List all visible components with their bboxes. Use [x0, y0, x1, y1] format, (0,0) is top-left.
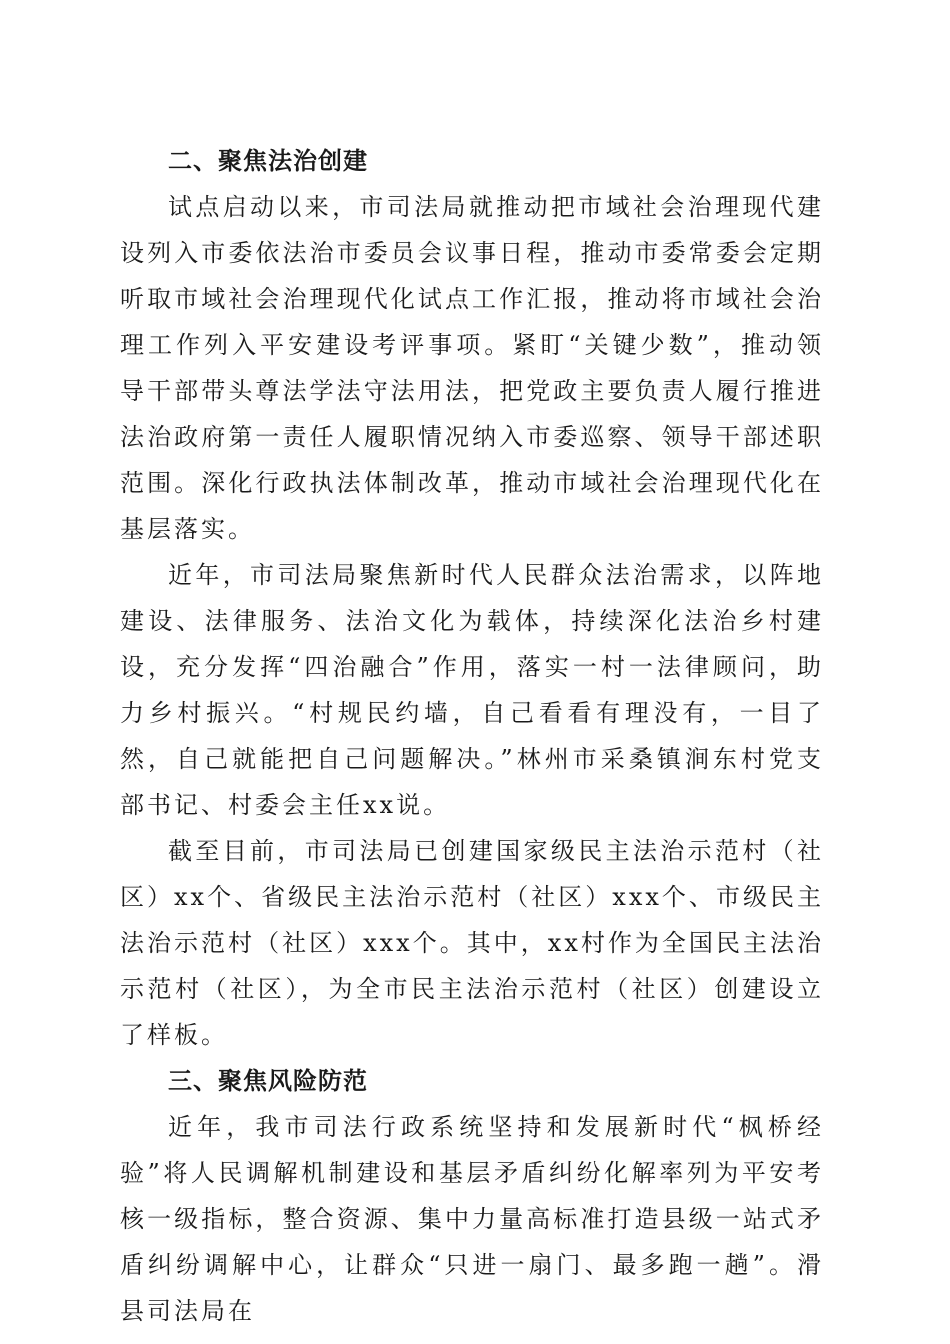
- section-heading-risk-prevention: 三、聚焦风险防范: [168, 1067, 368, 1095]
- document-body: [120, 138, 824, 1334]
- paragraph: 近年，我市司法行政系统坚持和发展新时代“枫桥经验”将人民调解机制建设和基层矛盾纠纷化解率列为平安考核一级指标，整合资源、集中力量高标准打造县级一站式矛盾纠纷调解中心，让群众“只进一扇门、最多跑一趟”。滑县司法局在: [120, 1113, 824, 1325]
- paragraph: 近年，市司法局聚焦新时代人民群众法治需求，以阵地建设、法律服务、法治文化为载体，持续深化法治乡村建设，充分发挥“四治融合”作用，落实一村一法律顾问，助力乡村振兴。“村规民约墙，自己看看有理没有，一目了然，自己就能把自己问题解决。”林州市采桑镇涧东村党支部书记、村委会主任xx说。: [120, 561, 824, 819]
- section-heading-rule-of-law: 二、聚焦法治创建: [168, 147, 368, 175]
- paragraph: 截至目前，市司法局已创建国家级民主法治示范村（社区）xx个、省级民主法治示范村（社区）xxx个、市级民主法治示范村（社区）xxx个。其中，xx村作为全国民主法治示范村（社区），为全市民主法治示范村（社区）创建设立了样板。: [120, 837, 824, 1049]
- paragraph: 试点启动以来，市司法局就推动把市域社会治理现代建设列入市委依法治市委员会议事日程，推动市委常委会定期听取市域社会治理现代化试点工作汇报，推动将市域社会治理工作列入平安建设考评事项。紧盯“关键少数”，推动领导干部带头尊法学法守法用法，把党政主要负责人履行推进法治政府第一责任人履职情况纳入市委巡察、领导干部述职范围。深化行政执法体制改革，推动市域社会治理现代化在基层落实。: [120, 193, 824, 543]
